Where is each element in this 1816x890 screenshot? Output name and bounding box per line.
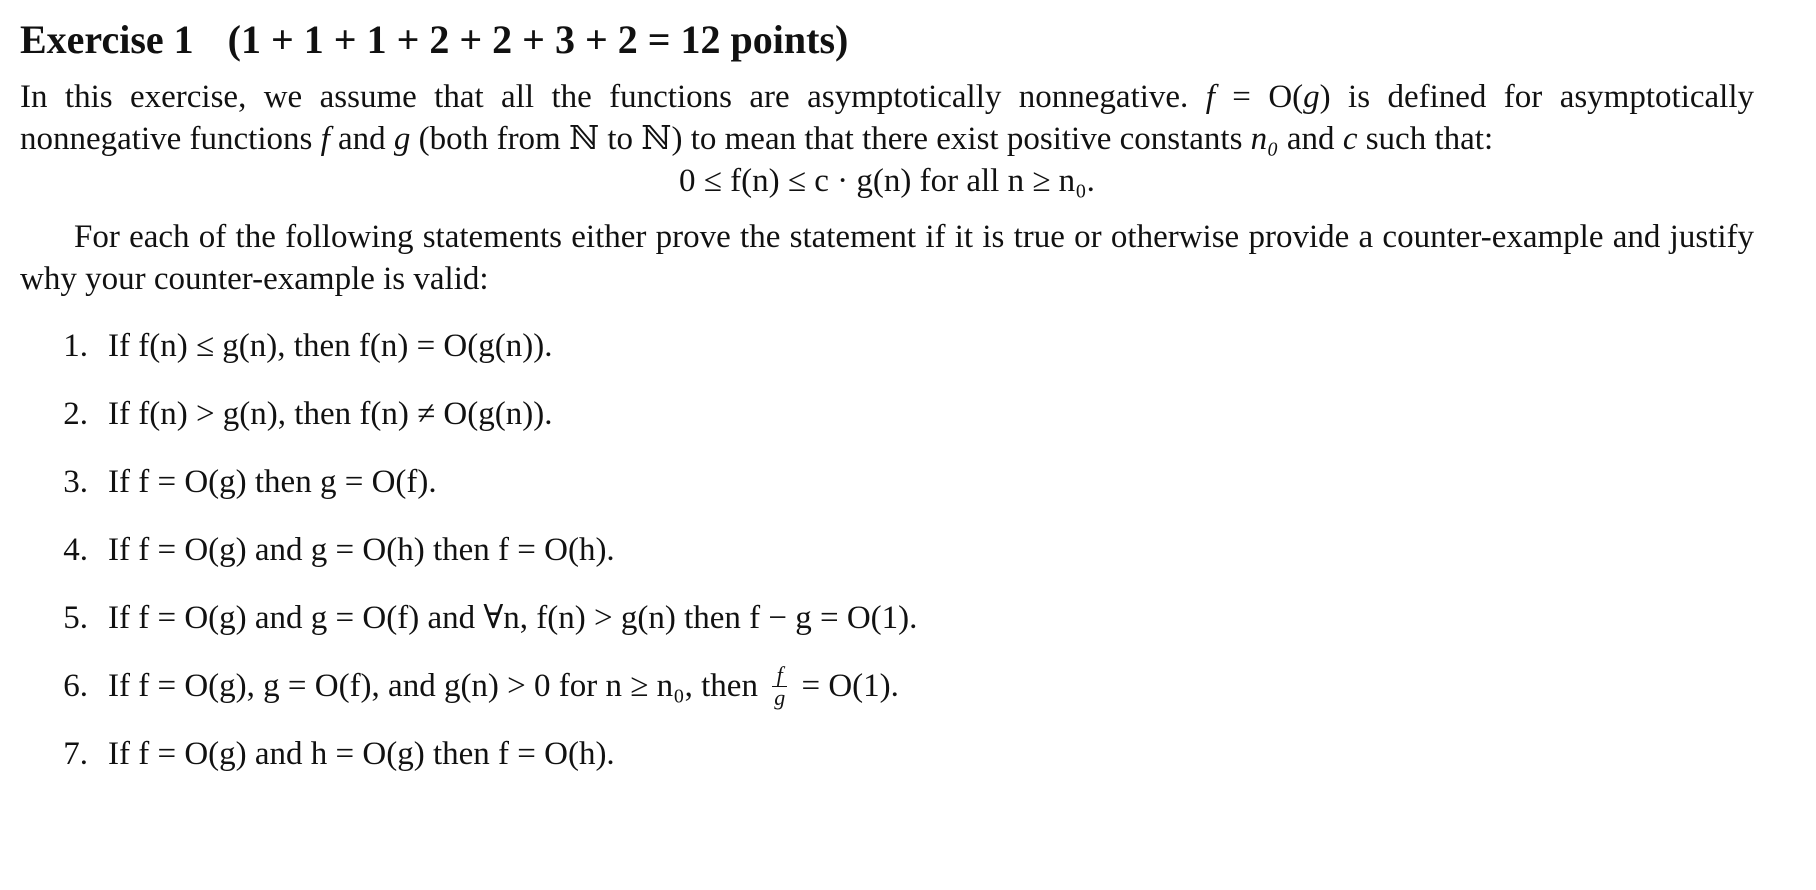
- intro-text-a: In this exercise, we assume that all the functions are asymptotically nonnegative.: [20, 79, 1206, 115]
- definition-formula: 0 ≤ f(n) ≤ c · g(n) for all n ≥ n₀.: [679, 163, 1095, 199]
- intro-text-b: ) is defined for asymptotically nonnegative functions: [20, 79, 1754, 157]
- intro-paragraph: [20, 76, 1754, 160]
- statement-item: [20, 462, 1816, 530]
- intro-g: g: [1303, 79, 1320, 115]
- intro-fn-f: f: [320, 121, 330, 157]
- statement-item: [20, 394, 1816, 462]
- statement-text-after: = O(1).: [793, 668, 899, 705]
- statement-text: If f(n) ≤ g(n), then f(n) = O(g(n)).: [108, 328, 553, 364]
- intro-f: f: [1205, 79, 1215, 115]
- statement-text: [108, 662, 899, 711]
- exercise-title: Exercise 1: [20, 17, 194, 62]
- statement-item: [20, 734, 1816, 802]
- statement-text: If f(n) > g(n), then f(n) ≠ O(g(n)).: [108, 396, 553, 432]
- statement-item: [20, 598, 1816, 666]
- statement-number: 6.: [63, 668, 88, 704]
- fraction-f-over-g: [772, 664, 787, 709]
- exercise-points: (1 + 1 + 1 + 2 + 2 + 3 + 2 = 12 points): [227, 17, 849, 62]
- intro-c: c: [1342, 121, 1358, 157]
- intro-such-that: such that:: [1357, 121, 1494, 157]
- intro-n0: n₀: [1250, 121, 1279, 157]
- intro-fn-g: g: [393, 121, 411, 157]
- statement-text-before: If f = O(g), g = O(f), and g(n) > 0 for n ≥ n₀, then: [108, 668, 767, 705]
- exercise-heading: [20, 14, 1816, 66]
- statement-text: If f = O(g) and h = O(g) then f = O(h).: [108, 736, 615, 772]
- statement-number: 5.: [63, 600, 88, 636]
- intro-and: and: [329, 121, 394, 157]
- fraction-denominator: g: [774, 685, 786, 710]
- statement-item: [20, 326, 1816, 394]
- statement-item: [20, 530, 1816, 598]
- statement-number: 1.: [63, 328, 88, 364]
- statement-text: If f = O(g) then g = O(f).: [108, 464, 437, 500]
- intro-eq: = O(: [1214, 79, 1304, 115]
- statement-number: 3.: [63, 464, 88, 500]
- statement-text: If f = O(g) and g = O(h) then f = O(h).: [108, 532, 615, 568]
- statement-list: [20, 326, 1816, 802]
- statement-number: 2.: [63, 396, 88, 432]
- fraction-numerator: f: [772, 664, 787, 687]
- intro-and-c: and: [1278, 121, 1343, 157]
- statement-text: If f = O(g) and g = O(f) and ∀n, f(n) > g(n) then f − g = O(1).: [108, 600, 918, 636]
- statement-item: [20, 662, 1816, 734]
- intro-text-c: (both from ℕ to ℕ) to mean that there exist positive constants: [410, 121, 1251, 157]
- statement-number: 7.: [63, 736, 88, 772]
- instructions-paragraph: For each of the following statements either prove the statement if it is true or otherwise provide a counter-example and justify why your counter-example is valid:: [20, 219, 1754, 297]
- statement-number: 4.: [63, 532, 88, 568]
